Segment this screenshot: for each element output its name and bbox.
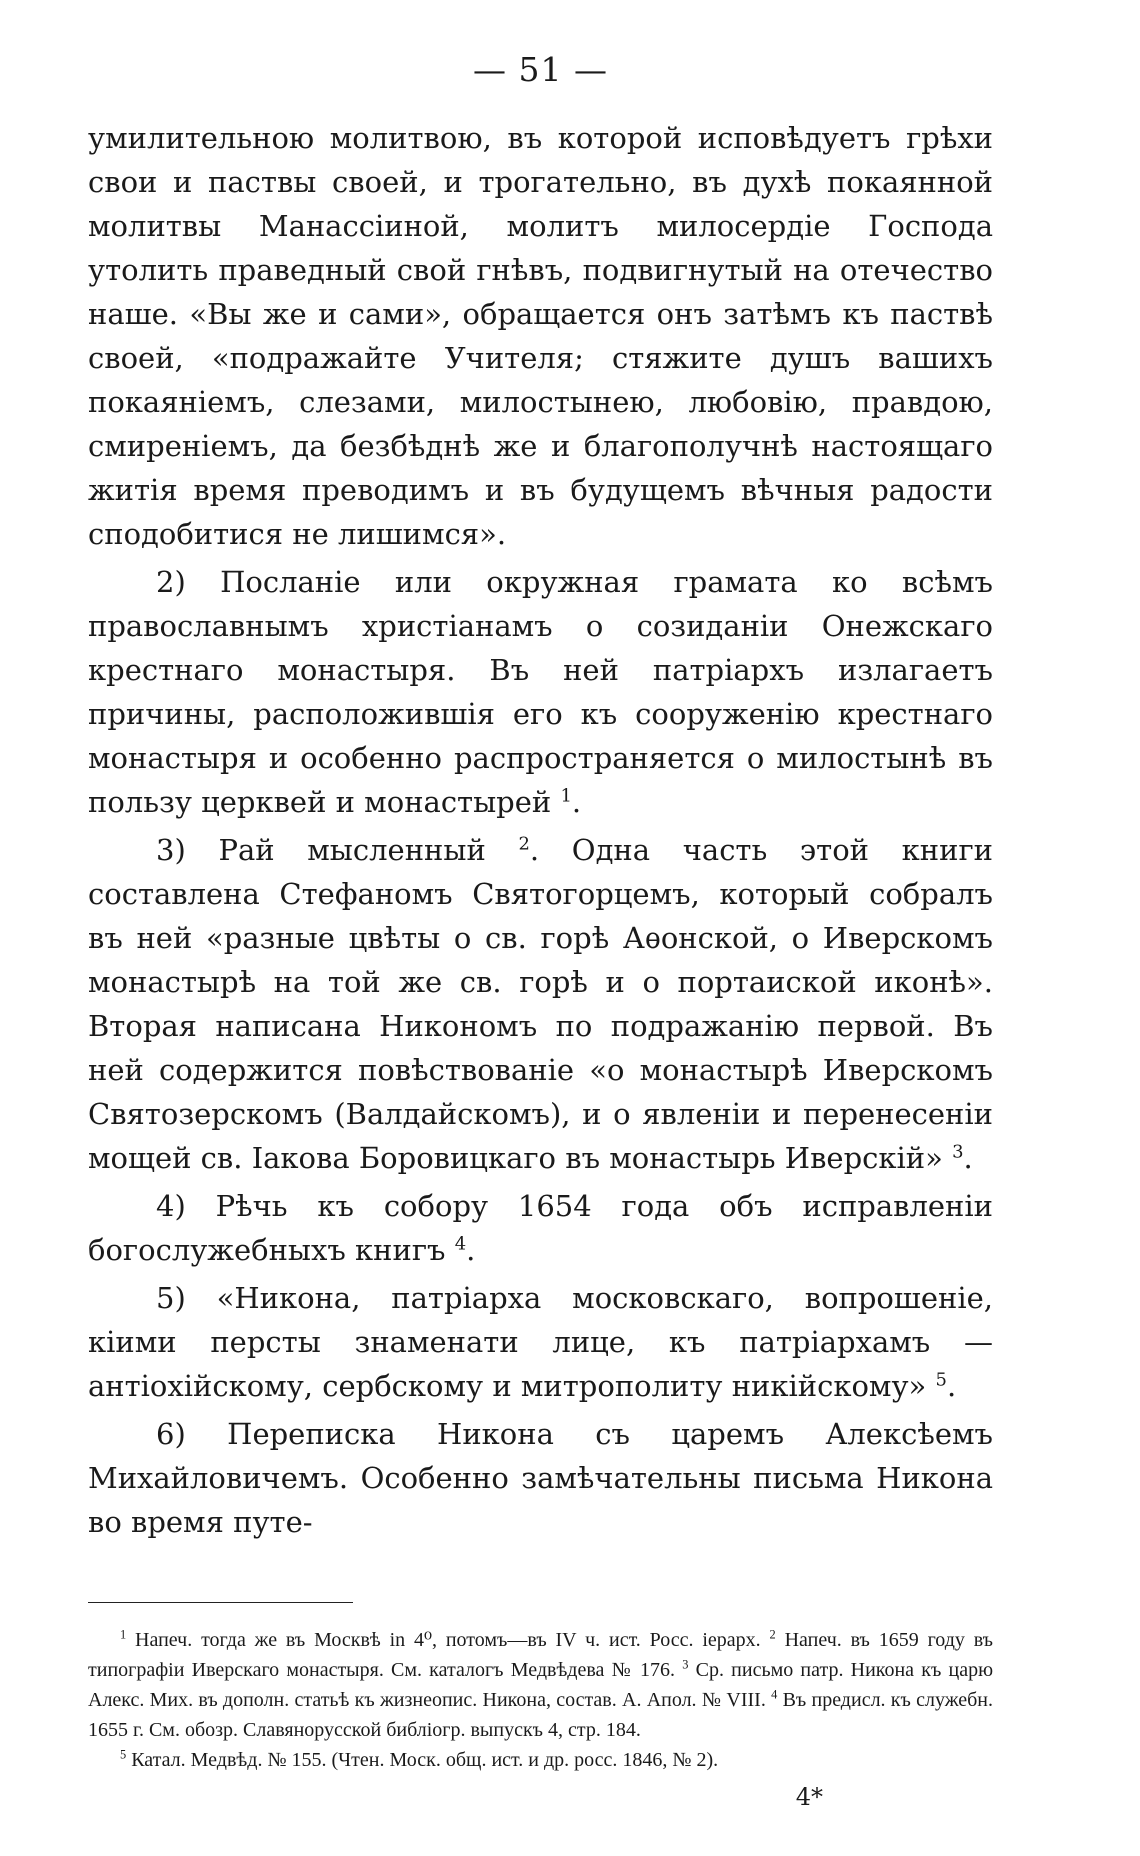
footnote-mark: 4 [771,1687,778,1702]
paragraph-continuation [88,116,993,556]
footnote-mark: 2 [769,1627,776,1642]
footnote-text: Катал. Медвѣд. № 155. (Чтен. Моск. общ. ист. и др. росс. 1846, № 2). [131,1749,719,1771]
footnote-mark: 5 [120,1747,127,1762]
footnote-ref[interactable]: 1 [560,785,572,807]
paragraph-text: 6) Переписка Никона съ царемъ Алексѣемъ Михайловичемъ. Особенно замѣчательны письма Никона во время путе- [88,1417,993,1539]
paragraph-item-3 [88,828,993,1180]
footnote-ref[interactable]: 2 [518,833,530,855]
footnote-text: Напеч. въ 1659 году въ типографіи Иверскаго монастыря. См. каталогъ Медвѣдева № 176. [88,1629,994,1681]
footnote-text: Напеч. тогда же въ Москвѣ in 4⁰, потомъ—въ IV ч. ист. Росс. іерарх. [135,1629,761,1651]
paragraph-item-5 [88,1276,993,1408]
footnote-text: Въ предисл. къ служебн. 1655 г. См. обозр. Славянорусской библіогр. выпускъ 4, стр. 184. [88,1689,994,1741]
footnote-text: Ср. письмо патр. Никона къ царю Алекс. Мих. въ дополн. статьѣ къ жизнеопис. Никона, состав. А. Апол. № VIII. [88,1659,994,1711]
footnote-ref[interactable]: 3 [952,1141,964,1163]
paragraph-tail: . [963,1141,973,1175]
paragraph-item-6 [88,1412,993,1544]
book-page [88,50,993,1811]
paragraph-item-2 [88,560,993,824]
footnote-block [88,1625,993,1745]
footnote-mark: 1 [120,1627,127,1642]
paragraph-text: 3) Рай мысленный [156,833,486,867]
paragraph-tail: . [946,1369,957,1403]
footnote-mark: 3 [682,1657,689,1672]
footnote-divider [88,1602,353,1603]
footnote-ref[interactable]: 5 [935,1369,947,1391]
paragraph-text: умилительною молитвою, въ которой исповѣдуетъ грѣхи свои и паствы своей, и трогательно, въ духѣ покаянной молитвы Манассіиной, молитъ милосердіе Господа утолить праведный свой гнѣвъ, подвигнутый на отечество наше. «Вы же и сами», обращается онъ затѣмъ къ паствѣ своей, «подражайте Учителя; стяжите душъ вашихъ покаяніемъ, слезами, милостынею, любовію, правдою, смиреніемъ, да безбѣднѣ же и благополучнѣ настоящаго житія время преводимъ и въ будущемъ вѣчныя радости сподобитися не лишимся». [88,121,993,551]
paragraph-tail: . [571,785,582,819]
footnotes [88,1625,993,1775]
page-number: — 51 — [473,50,608,89]
signature-mark: 4* [795,1783,823,1811]
paragraph-tail: . [466,1233,476,1267]
paragraph-item-4 [88,1184,993,1272]
paragraph-text: 5) «Никона, патріарха московскаго, вопрошеніе, кіими персты знаменати лице, къ патріархамъ — антіохійскому, сербскому и митрополиту никійскому» [88,1281,993,1403]
paragraph-tail: . Одна часть этой книги составлена Стефаномъ Святогорцемъ, который собралъ въ ней «разные цвѣты о св. горѣ Аѳонской, о Иверскомъ монастырѣ на той же св. горѣ и о портаиской иконѣ». Вторая написана Никономъ по подражанію первой. Въ ней содержится повѣствованіе «о монастырѣ Иверскомъ Святозерскомъ (Валдайскомъ), и о явленіи и перенесеніи мощей св. Іакова Боровицкаго въ монастырь Иверскій» [88,833,993,1175]
footnote-block [88,1745,993,1775]
footnote-ref[interactable]: 4 [454,1233,467,1255]
paragraph-text: 2) Посланіе или окружная грамата ко всѣмъ православнымъ христіанамъ о созиданіи Онежскаго крестнаго монастыря. Въ ней патріархъ излагаетъ причины, расположившія его къ сооруженію крестнаго монастыря и особенно распространяется о милостынѣ въ пользу церквей и монастырей [88,565,993,819]
paragraph-text: 4) Рѣчь къ собору 1654 года объ исправленіи богослужебныхъ книгъ [88,1189,993,1267]
